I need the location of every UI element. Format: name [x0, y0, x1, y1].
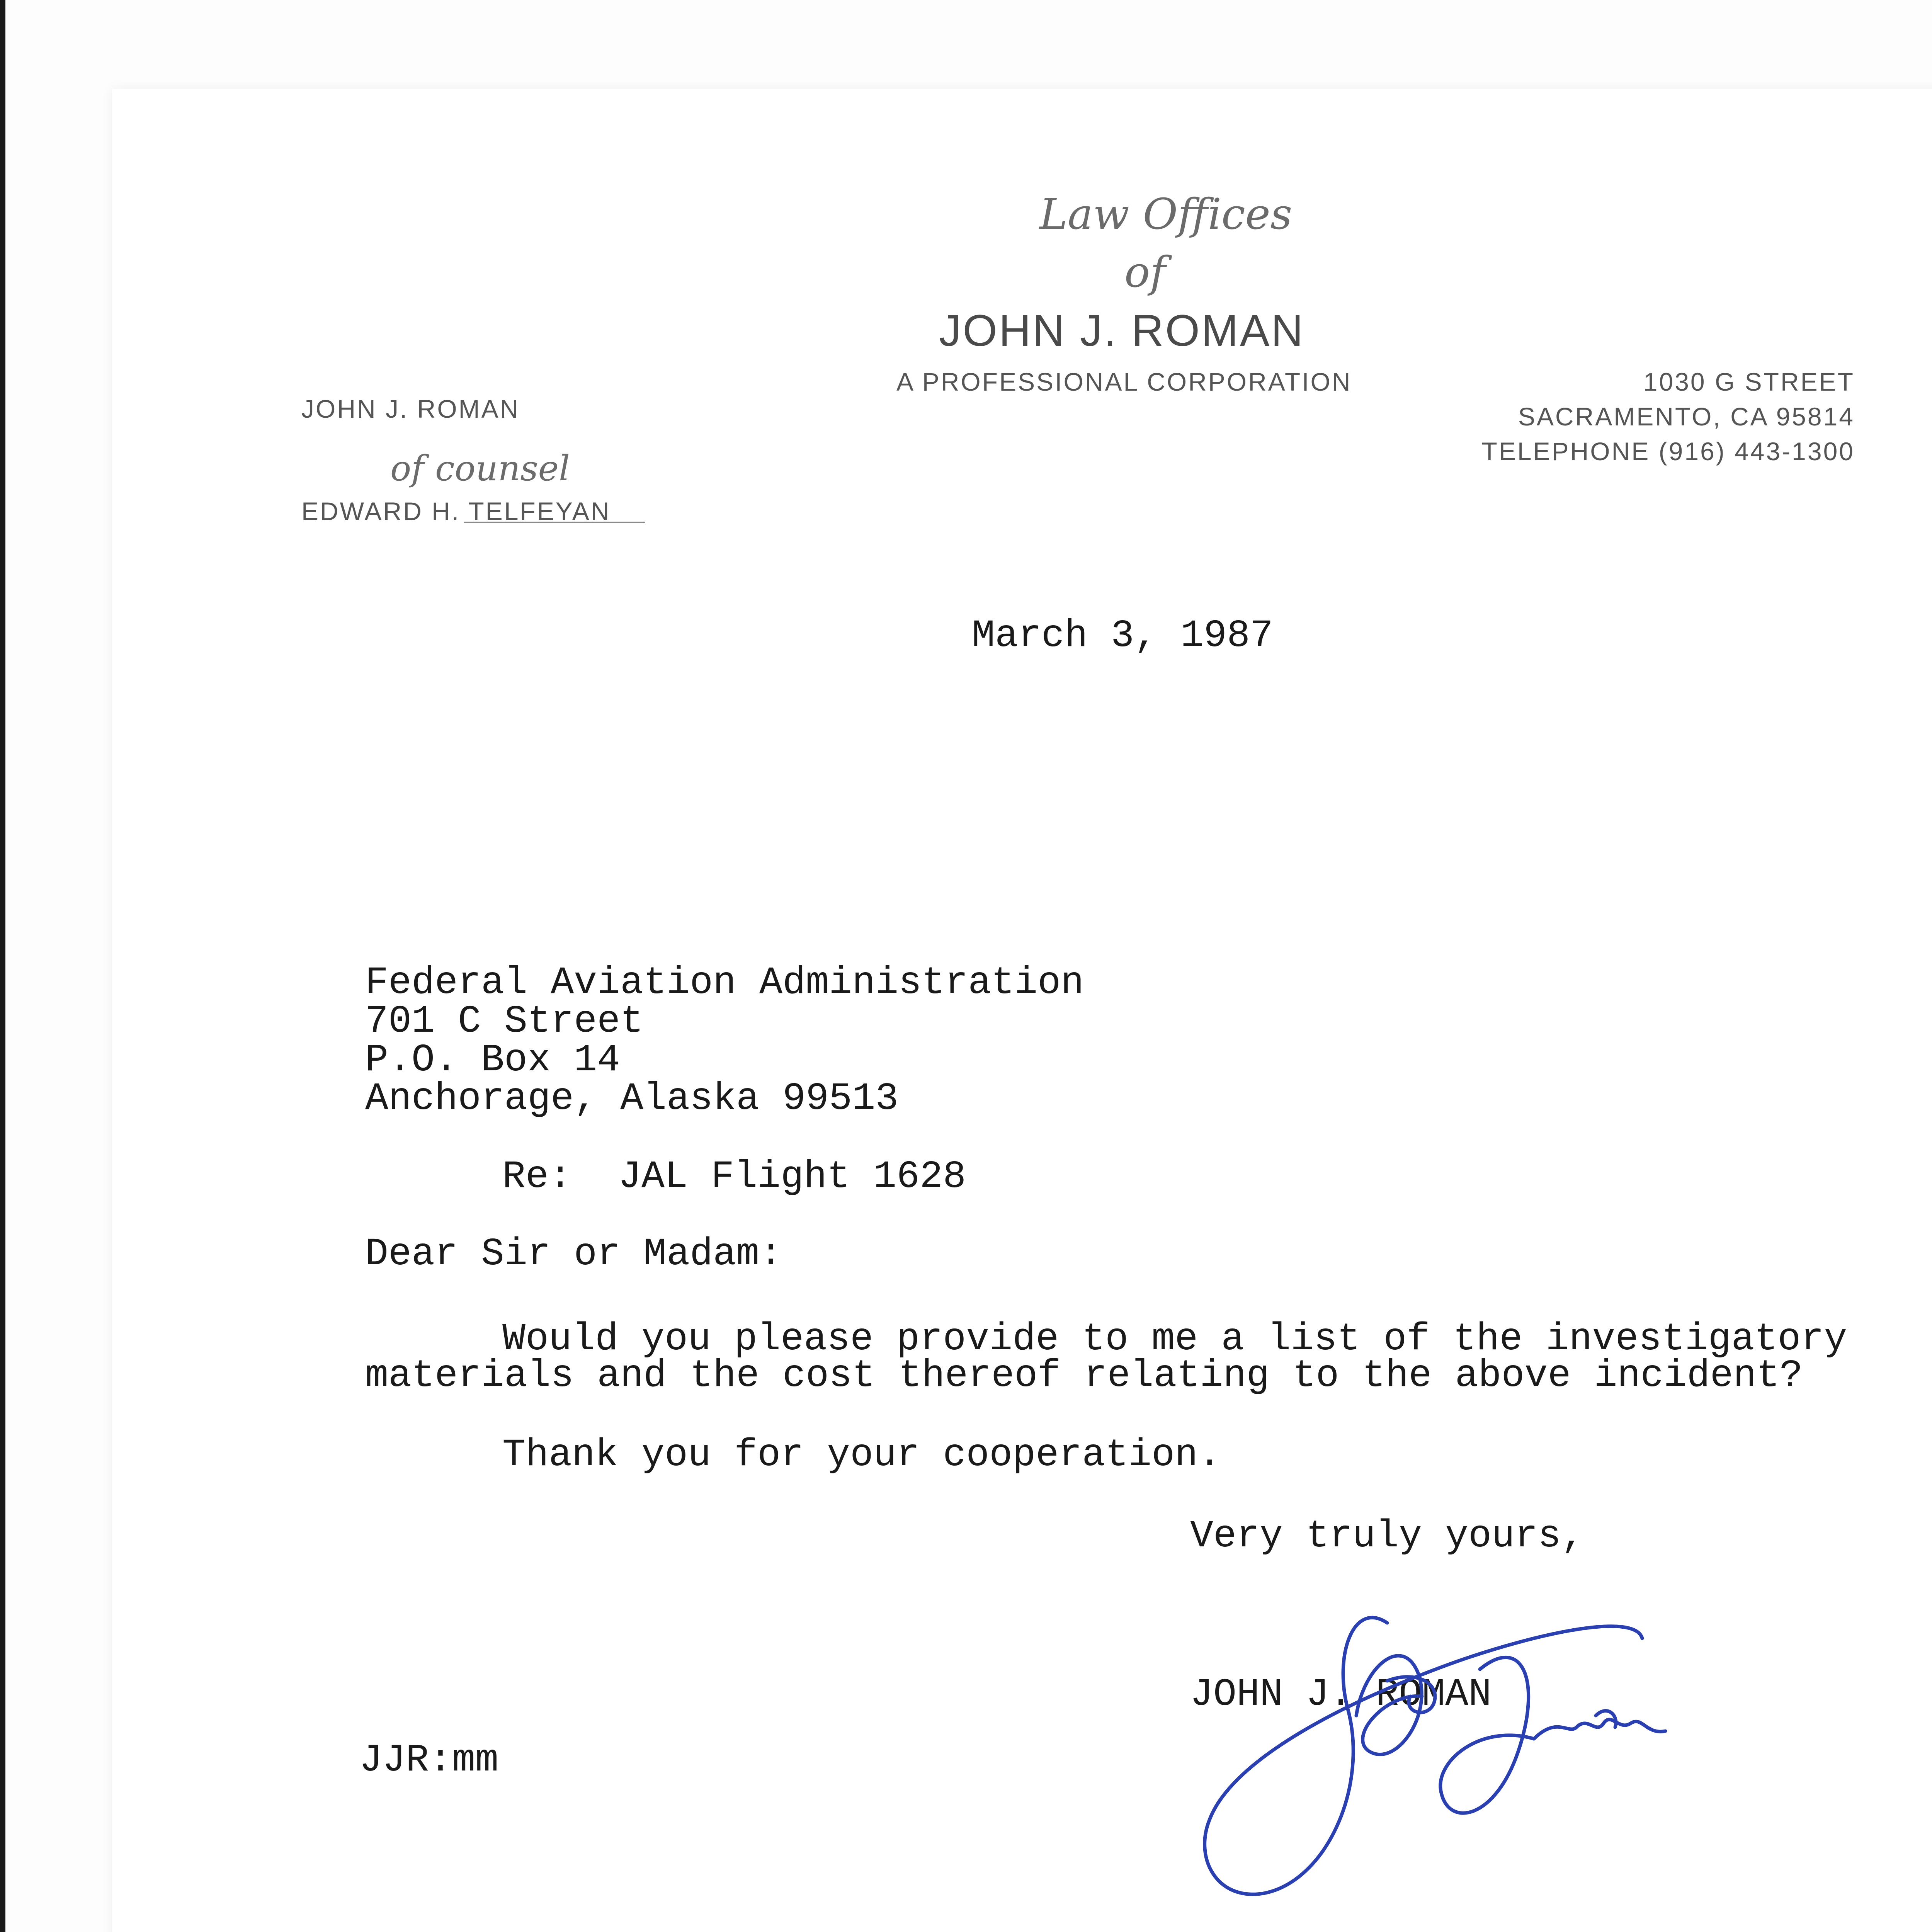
scan-border-left	[0, 0, 5, 1932]
of-counsel-label: of counsel	[390, 448, 570, 489]
body-line-1: Would you please provide to me a list of the investigatory	[502, 1318, 1847, 1361]
signer-name: JOHN J. ROMAN	[1190, 1673, 1492, 1717]
handwritten-signature	[1186, 1588, 1708, 1917]
partner-name: JOHN J. ROMAN	[301, 395, 520, 423]
recipient-line: 701 C Street	[365, 1000, 644, 1044]
closing: Very truly yours,	[1190, 1515, 1585, 1558]
body-line-2: materials and the cost thereof relating to the above incident?	[365, 1354, 1803, 1398]
of-text: of	[1124, 247, 1166, 297]
signature-strokes	[1205, 1617, 1665, 1894]
address-city: SACRAMENTO, CA 95814	[1518, 402, 1855, 431]
counsel-name: EDWARD H. TELFEYAN	[301, 497, 611, 526]
recipient-line: P.O. Box 14	[365, 1039, 621, 1082]
law-offices-heading: Law Offices	[1039, 189, 1293, 239]
re-line: Re: JAL Flight 1628	[502, 1155, 966, 1199]
letter-date: March 3, 1987	[972, 614, 1274, 658]
recipient-line: Federal Aviation Administration	[365, 961, 1084, 1005]
reference-initials: JJR:mm	[359, 1739, 499, 1782]
firm-name: JOHN J. ROMAN	[939, 306, 1305, 355]
thanks-line: Thank you for your cooperation.	[502, 1434, 1221, 1477]
salutation: Dear Sir or Madam:	[365, 1233, 783, 1276]
letter-page	[112, 89, 1932, 1932]
firm-type: A PROFESSIONAL CORPORATION	[896, 367, 1352, 396]
address-street: 1030 G STREET	[1643, 367, 1855, 396]
recipient-address	[365, 961, 1084, 1121]
telephone: TELEPHONE (916) 443-1300	[1481, 437, 1855, 466]
recipient-line: Anchorage, Alaska 99513	[365, 1077, 899, 1121]
